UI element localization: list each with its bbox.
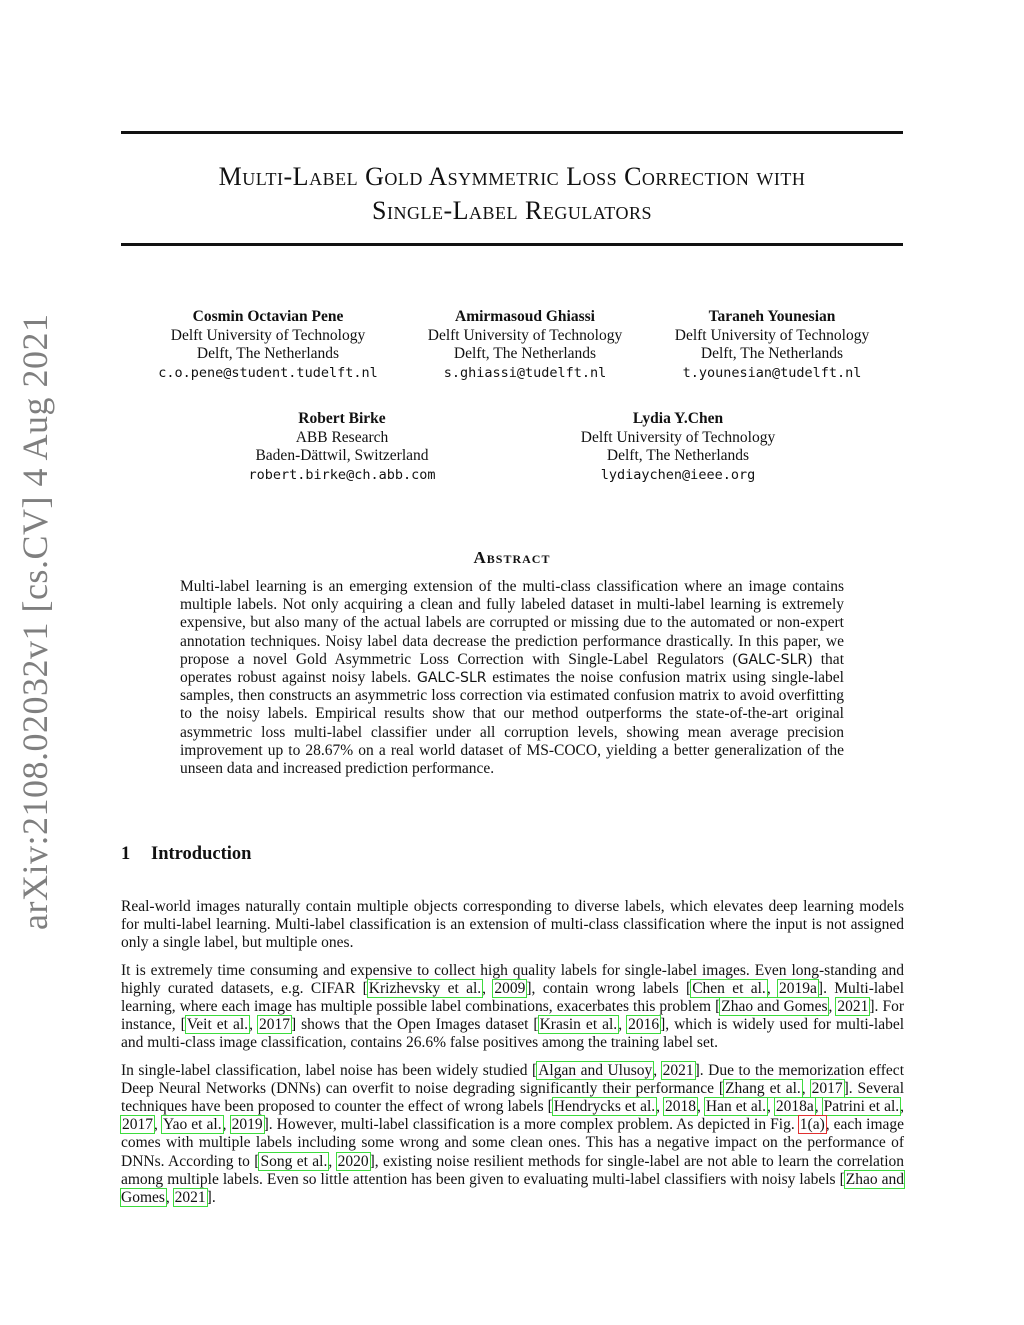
paragraph-text: , [165, 1189, 174, 1207]
citation-link[interactable]: Zhao and Gomes [721, 998, 828, 1016]
paragraph-text: , [653, 1061, 662, 1079]
paragraph-text: , [766, 979, 779, 997]
arxiv-identifier: arXiv:2108.02032v1 [cs.CV] 4 Aug 2021 [15, 313, 55, 930]
abstract-paragraph [180, 578, 844, 778]
citation-link[interactable]: Song et al. [260, 1152, 328, 1170]
paragraph-text: , [249, 1016, 258, 1034]
paragraph-text: It is extremely time consuming and expensive to collect high quality labels for single-label images. Even long-standing and highly curated datasets, e.g. CIFAR [ [121, 961, 904, 997]
intro-paragraph-1: Real-world images naturally contain multiple objects corresponding to diverse labels, which elevates deep learning models for multi-label learning. Multi-label classification is an extension of multi-class classification where the input is not assigned only a single label, but multiple ones. [121, 898, 904, 952]
citation-link[interactable]: Han et al. [705, 1098, 766, 1116]
author-block [553, 410, 803, 484]
author-block [222, 410, 462, 484]
author-location: Baden-Dättwil, Switzerland [255, 447, 429, 464]
author-location: Delft, The Netherlands [700, 345, 844, 362]
paragraph-text: , [222, 1116, 231, 1134]
author-email[interactable]: robert.birke@ch.abb.com [248, 466, 436, 483]
citation-link[interactable]: Krizhevsky et al. [368, 979, 482, 997]
citation-link[interactable]: Zhang et al. [725, 1079, 801, 1097]
paragraph-text: ], existing noise resilient methods for single-label are not able to learn the correlation among multiple labels. Even so little attention has been given to evaluating multi-label classifiers with noisy labels [ [121, 1152, 904, 1188]
citation-link[interactable]: 2018 [665, 1098, 697, 1116]
paragraph-text: ]. Due to the memorization effect Deep Neural Networks (DNNs) can overfit to noise degrading significantly their performance [ [121, 1061, 904, 1097]
title-line-1: Multi-Label Gold Asymmetric Loss Correction with [218, 162, 806, 191]
title-line-2: Single-Label Regulators [372, 196, 652, 225]
citation-link[interactable]: 2020 [337, 1152, 369, 1170]
citation-link[interactable]: 2017 [258, 1016, 290, 1034]
citation-link[interactable]: 2009 [494, 979, 526, 997]
paragraph-text: , [766, 1098, 775, 1116]
paragraph-text: ]. Several techniques have been proposed to counter the effect of wrong labels [ [121, 1079, 904, 1116]
author-name: Amirmasoud Ghiassi [455, 308, 595, 325]
citation-link[interactable]: Hendrycks et al. [553, 1098, 656, 1116]
author-name: Taraneh Younesian [708, 308, 836, 325]
paragraph-text: ]. However, multi-label classification is a more complex problem. As depicted in Fig. [263, 1116, 799, 1134]
author-name: Lydia Y.Chen [632, 410, 724, 427]
citation-link[interactable]: 2016 [628, 1016, 660, 1034]
author-affiliation: Delft University of Technology [674, 326, 870, 344]
paragraph-text: In single-label classification, label noise has been widely studied [ [121, 1061, 538, 1079]
paragraph-text: , [154, 1116, 162, 1134]
citation-link[interactable]: 2021 [174, 1189, 206, 1207]
method-acronym: GALC-SLR [737, 651, 808, 668]
author-block [650, 308, 894, 382]
author-block [400, 308, 650, 382]
paper-title [121, 160, 903, 228]
paragraph-text: ], contain wrong labels [ [526, 979, 692, 997]
author-affiliation: Delft University of Technology [170, 326, 366, 344]
author-location: Delft, The Netherlands [606, 447, 750, 464]
citation-link[interactable]: Veit et al. [186, 1016, 249, 1034]
abstract-text: estimates the noise confusion matrix using single-label samples, then constructs an asymmetric loss correction via estimated confusion matrix to avoid overfitting to the noisy labels. Empirical results show that our method outperforms the state-of-the-art original asymmetric loss multi-label classifier under all corruption levels, showing mean average precision improvement up to 28.67% on a real world dataset of MS-COCO, yielding a better generalization of the unseen data and increased prediction performance. [180, 669, 844, 778]
citation-link[interactable]: Yao et al. [162, 1116, 222, 1134]
paragraph-text: , [801, 1079, 811, 1097]
paragraph-text: ]. [206, 1189, 216, 1207]
citation-link[interactable]: 2017 [122, 1116, 153, 1134]
citation-link[interactable]: Algan and Ulusoy [538, 1061, 653, 1079]
author-email[interactable]: t.younesian@tudelft.nl [682, 364, 862, 381]
abstract-text: Multi-label learning is an emerging extension of the multi-class classification where an image contains multiple labels. Not only acquiring a clean and fully labeled dataset in multi-label learning is extremely expensive, but also many of the actual labels are corrupted or missing due to the automated or non-expert annotation techniques. Noisy label data decrease the prediction performance drastically. In this paper, we propose a novel Gold Asymmetric Loss Correction with Single-Label Regulators ( [180, 578, 844, 668]
paragraph-text: ], which is widely used for multi-label and multi-class image classification, contains 26.6% false positives among the training label set. [121, 1016, 905, 1052]
author-email[interactable]: c.o.pene@student.tudelft.nl [158, 364, 378, 381]
paragraph-text: ] shows that the Open Images dataset [ [290, 1016, 539, 1034]
citation-link[interactable]: 2018a [775, 1098, 814, 1116]
author-name: Robert Birke [298, 410, 386, 427]
introduction-body [121, 898, 904, 1216]
abstract-text: ) that operates robust against noisy labels. [180, 650, 844, 687]
paragraph-text: , [328, 1152, 337, 1170]
citation-link[interactable]: Patrini et al. [823, 1098, 900, 1116]
author-affiliation: Delft University of Technology [580, 428, 776, 446]
title-rule-top [121, 131, 903, 134]
section-number: 1 [121, 844, 131, 864]
author-block [136, 308, 400, 382]
method-acronym: GALC-SLR [417, 670, 487, 687]
author-affiliation: Delft University of Technology [427, 326, 623, 344]
citation-link[interactable]: 2017 [811, 1079, 843, 1097]
paragraph-text: ]. For instance, [ [121, 998, 904, 1034]
author-location: Delft, The Netherlands [196, 345, 340, 362]
section-title: Introduction [151, 844, 252, 864]
paragraph-text: , [656, 1098, 665, 1116]
paragraph-text: , [618, 1016, 628, 1034]
author-name: Cosmin Octavian Pene [192, 308, 344, 325]
citation-link[interactable]: 2021 [837, 998, 869, 1016]
title-rule-bottom [121, 243, 903, 246]
paragraph-text: , [697, 1098, 705, 1116]
paragraph-text: ]. Multi-label learning, where each image has multiple possible label combinations, exacerbates this problem [ [121, 979, 904, 1016]
paragraph-text: , each image comes with multiple labels including some wrong and some clean ones. This has a negative impact on the performance of DNNs. According to [ [121, 1116, 905, 1170]
intro-paragraph-3 [121, 1062, 904, 1208]
abstract-heading: Abstract [473, 548, 551, 567]
paragraph-text: , [900, 1098, 905, 1116]
paragraph-text: , [828, 998, 837, 1016]
paragraph-text: , [482, 979, 494, 997]
intro-paragraph-2 [121, 962, 904, 1053]
citation-link[interactable]: Zhao and Gomes [121, 1170, 904, 1207]
figure-reference-link[interactable]: 1(a) [799, 1116, 825, 1134]
section-heading-introduction [121, 844, 251, 865]
author-location: Delft, The Netherlands [453, 345, 597, 362]
author-email[interactable]: lydiaychen@ieee.org [600, 466, 756, 483]
citation-link[interactable]: 2021 [662, 1061, 694, 1079]
paragraph-text: , [814, 1098, 823, 1116]
citation-link[interactable]: Krasin et al. [539, 1016, 618, 1034]
citation-link[interactable]: 2019 [231, 1116, 263, 1134]
author-affiliation: ABB Research [295, 428, 389, 446]
abstract-body [180, 578, 844, 778]
author-email[interactable]: s.ghiassi@tudelft.nl [443, 364, 607, 381]
citation-link[interactable]: 2019a [779, 979, 817, 997]
citation-link[interactable]: Chen et al. [692, 979, 766, 997]
